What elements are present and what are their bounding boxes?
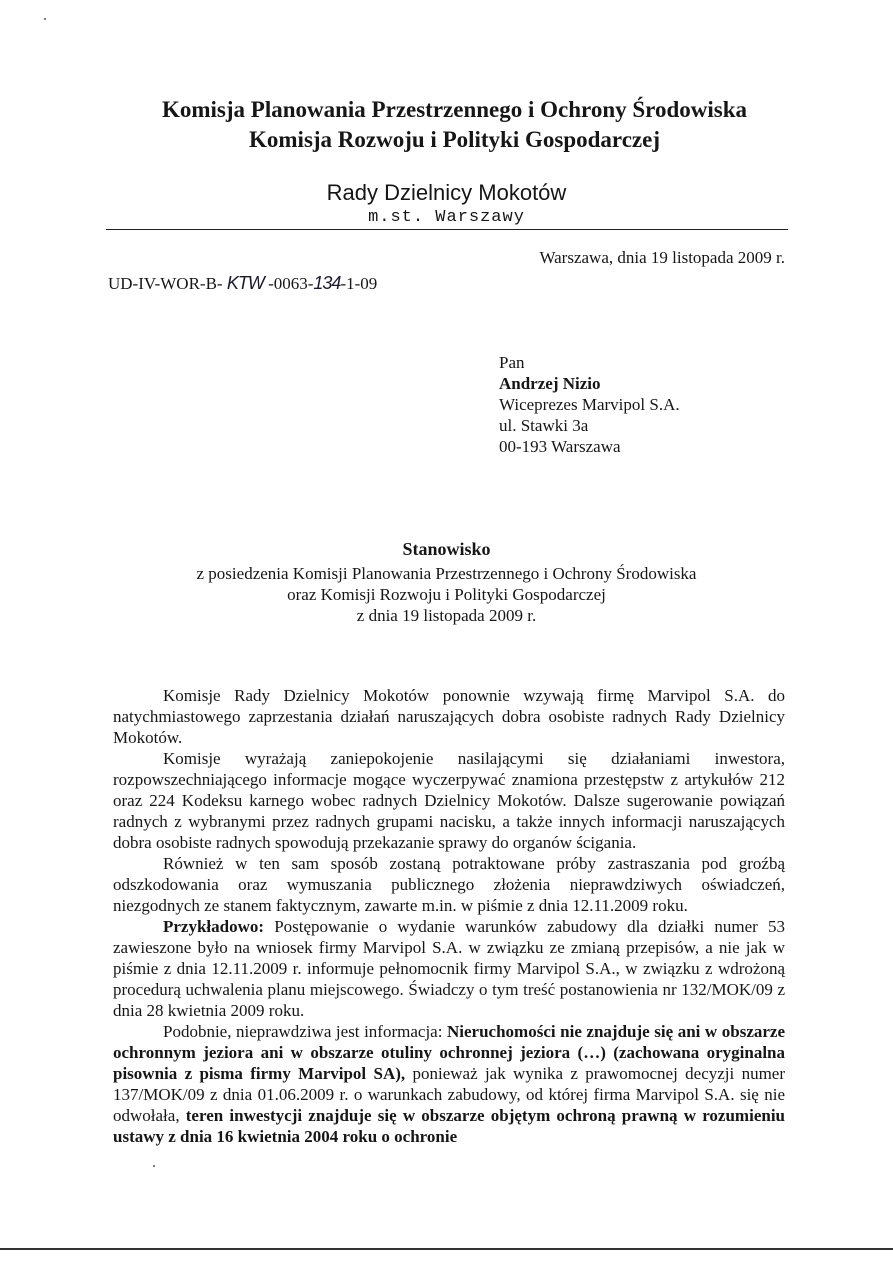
scan-speck (153, 1165, 155, 1167)
paragraph-5-part-e: teren inwestycji znajduje się w obszarze objętym ochroną prawną w rozumieniu ustawy z dnia 16 kwietnia 2004 roku o ochronie (113, 1106, 785, 1146)
paragraph-1 (113, 685, 785, 748)
date-line: Warszawa, dnia 19 listopada 2009 r. (539, 248, 785, 267)
paragraph-4 (113, 916, 785, 1021)
paragraph-2-text: Komisje wyrażają zaniepokojenie nasilającymi się działaniami inwestora, rozpowszechniającego informacje mogące wyczerpywać znamiona przestępstw z artykułów 212 oraz 224 Kodeksu karnego wobec radnych Dzielnicy Mokotów. Dalsze sugerowanie powiązań radnych z wybranymi przez radnych grupami nacisku, a także innych informacji naruszających dobra osobiste radnych spowodują przekazanie sprawy do organów ścigania. (113, 749, 785, 852)
title-subline-3: z dnia 19 listopada 2009 r. (356, 606, 537, 625)
recipient-postal: 00-193 Warszawa (499, 437, 621, 456)
scan-speck (44, 18, 46, 20)
recipient-name: Andrzej Nizio (499, 374, 601, 393)
paragraph-1-text: Komisje Rady Dzielnicy Mokotów ponownie wzywają firmę Marvipol S.A. do natychmiastowego zaprzestania działań naruszających dobra osobiste radnych Rady Dzielnicy Mokotów. (113, 686, 785, 747)
header-divider (106, 229, 788, 230)
handwritten-code: KTW (226, 273, 264, 293)
paragraph-4-body: Postępowanie o wydanie warunków zabudowy dla działki numer 53 zawieszone było na wniosek firmy Marvipol S.A. w związku ze zmianą przepisów, a nie jak w piśmie z dnia 12.11.2009 r. informuje pełnomocnik firmy Marvipol S.A., w związku z wdrożoną procedurą uchwalenia planu miejscowego. Świadczy o tym treść postanowienia nr 132/MOK/09 z dnia 28 kwietnia 2009 roku. (113, 917, 785, 1020)
scan-edge-line (0, 1248, 893, 1250)
city-name: m.st. Warszawy (368, 208, 525, 227)
handwritten-number: 134 (313, 273, 341, 293)
document-title: Stanowisko (402, 539, 491, 559)
reference-suffix: -1-09 (340, 274, 378, 293)
recipient-position: Wiceprezes Marvipol S.A. (499, 395, 680, 414)
paragraph-5 (113, 1021, 785, 1147)
paragraph-4-lead: Przykładowo: (163, 917, 265, 936)
title-subline-2: oraz Komisji Rozwoju i Polityki Gospodarczej (287, 585, 606, 604)
paragraph-5-part-c: (zachowana oryginalna pisownia z pisma firmy Marvipol SA), (113, 1043, 785, 1083)
reference-number (108, 271, 377, 296)
committee-title-2: Komisja Rozwoju i Polityki Gospodarczej (249, 127, 660, 152)
paragraph-3 (113, 853, 785, 916)
recipient-salutation: Pan (499, 353, 525, 372)
committee-title-1: Komisja Planowania Przestrzennego i Ochrony Środowiska (161, 97, 747, 122)
paragraph-5-text (113, 1021, 785, 1147)
reference-middle: -0063- (268, 274, 314, 293)
paragraph-5-quote: Nieruchomości nie znajduje się ani w obszarze ochronnym jeziora ani w obszarze otuliny ochronnej jeziora (…) (113, 1022, 786, 1062)
council-name: Rady Dzielnicy Mokotów (326, 180, 567, 205)
paragraph-5-part-d: ponieważ jak wynika z prawomocnej decyzji numer 137/MOK/09 z dnia 01.06.2009 r. o warunkach zabudowy, od której firma Marvipol S.A. się nie odwołała, (113, 1064, 785, 1125)
recipient-address (499, 352, 680, 457)
paragraph-5-part-a: Podobnie, nieprawdziwa jest informacja: (163, 1022, 447, 1041)
recipient-street: ul. Stawki 3a (499, 416, 589, 435)
paragraph-3-text: Również w ten sam sposób zostaną potraktowane próby zastraszania pod groźbą odszkodowania oraz wymuszania publicznego złożenia nieprawdziwych oświadczeń, niezgodnych ze stanem faktycznym, zawarte m.in. w piśmie z dnia 12.11.2009 roku. (113, 854, 785, 915)
reference-prefix: UD-IV-WOR-B- (108, 274, 223, 293)
paragraph-2 (113, 748, 785, 853)
title-subline-1: z posiedzenia Komisji Planowania Przestrzennego i Ochrony Środowiska (196, 564, 697, 583)
paragraph-4-text (113, 916, 785, 1021)
